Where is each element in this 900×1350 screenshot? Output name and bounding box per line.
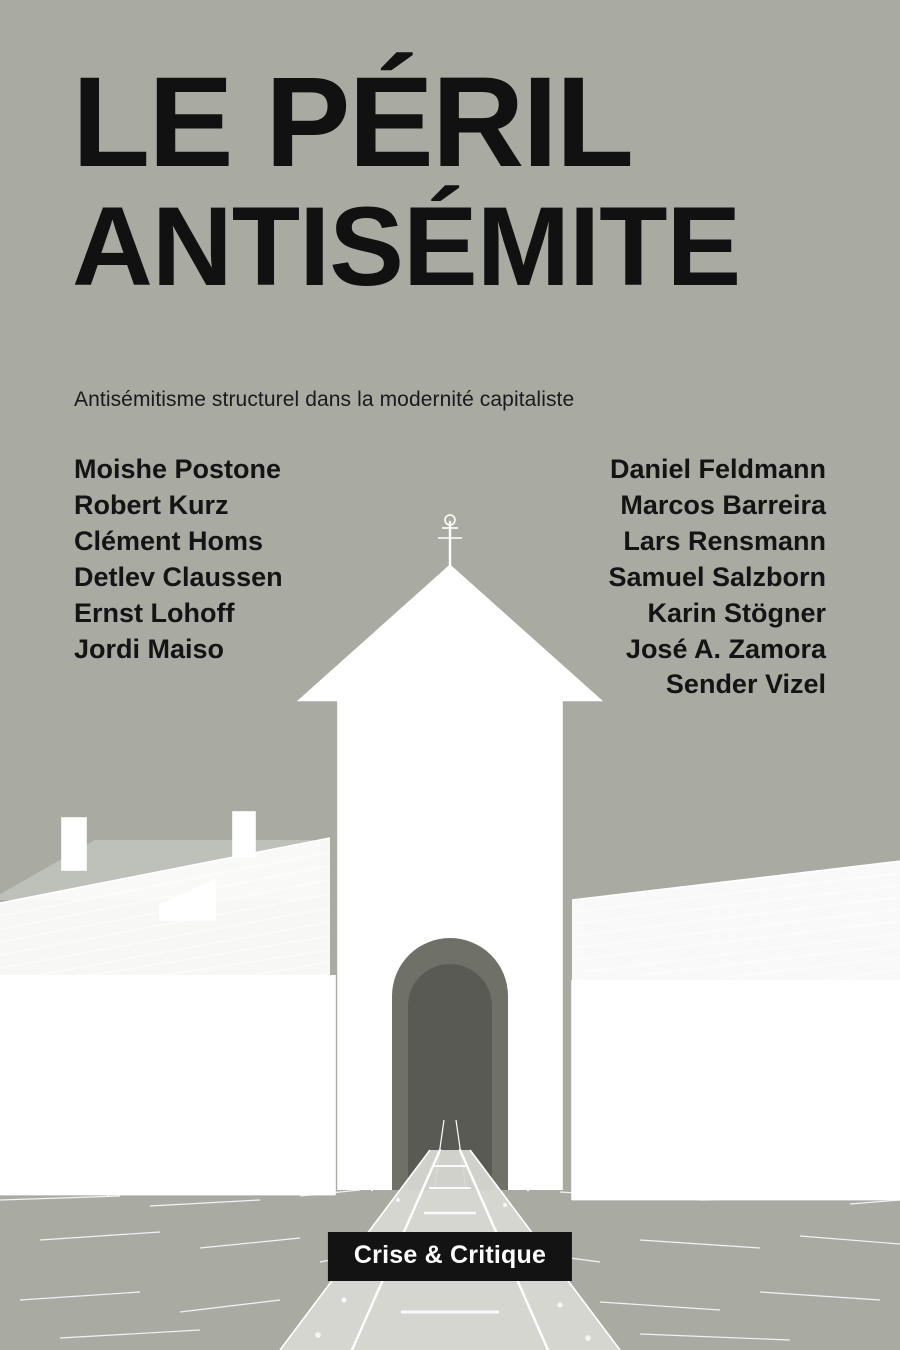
cover-title <box>72 51 832 309</box>
title-line-1: LE PÉRIL <box>72 51 633 194</box>
author-name: Samuel Salzborn <box>608 561 826 592</box>
author-name: Ernst Lohoff <box>74 597 235 628</box>
author-name: Daniel Feldmann <box>609 454 826 484</box>
author-name: José A. Zamora <box>625 633 826 664</box>
author-column-left <box>74 452 283 703</box>
author-column-right <box>608 452 826 703</box>
author-name: Robert Kurz <box>74 489 229 520</box>
author-name: Detlev Claussen <box>74 561 283 592</box>
author-name: Clément Homs <box>74 525 264 556</box>
author-name: Sender Vizel <box>665 669 826 700</box>
author-name: Jordi Maiso <box>74 633 225 664</box>
author-name: Moishe Postone <box>74 454 282 484</box>
title-line-2: ANTISÉMITE <box>72 183 741 309</box>
cover-subtitle: Antisémitisme structurel dans la modernité capitaliste <box>74 388 575 411</box>
author-list <box>0 452 900 703</box>
author-name: Lars Rensmann <box>623 525 826 556</box>
author-name: Karin Stögner <box>647 597 826 628</box>
publisher-logo: Crise & Critique <box>328 1232 572 1281</box>
author-name: Marcos Barreira <box>620 489 826 520</box>
